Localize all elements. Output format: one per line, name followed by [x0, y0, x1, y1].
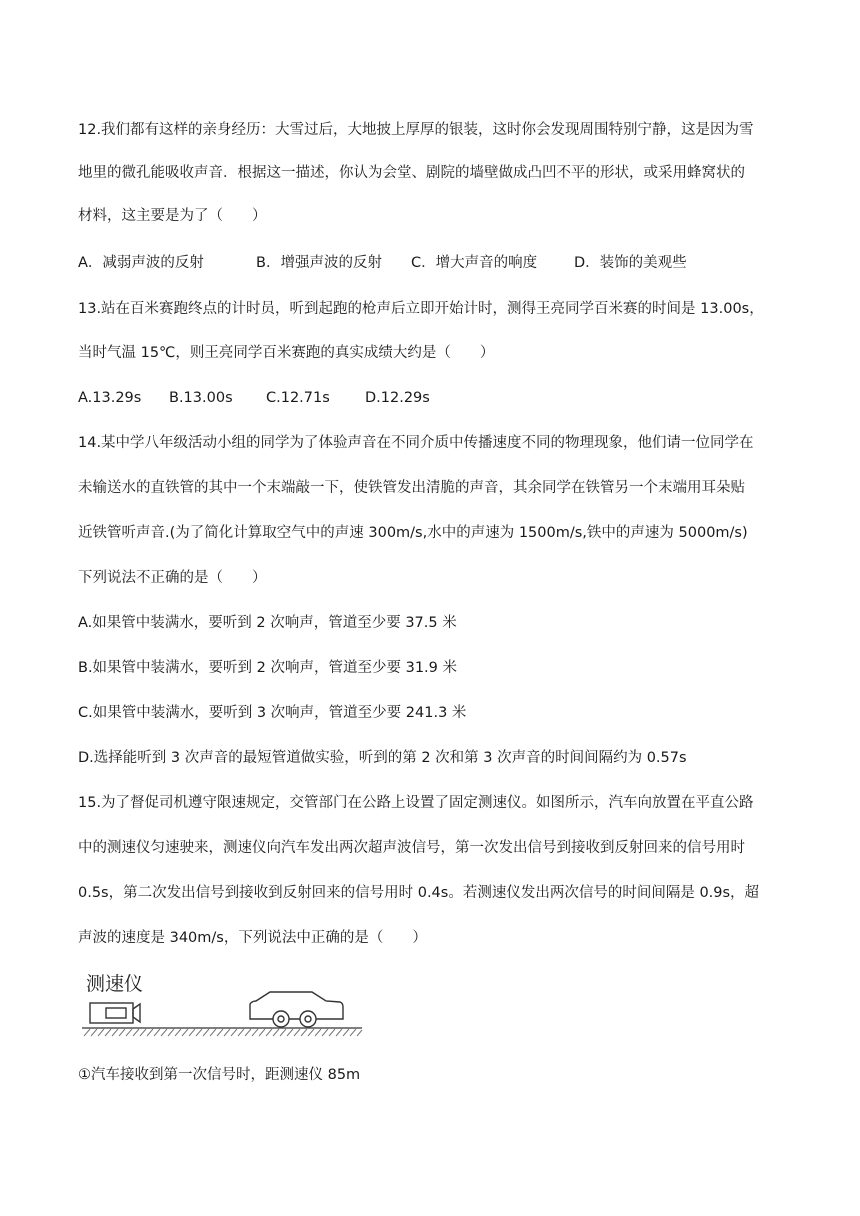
- car-diagram: [80, 972, 370, 1046]
- q14-line-2: 未输送水的直铁管的其中一个末端敲一下，使铁管发出清脆的声音，其余同学在铁管另一个末端用耳朵贴: [78, 480, 745, 496]
- q15-line-4: 声波的速度是 340m/s，下列说法中正确的是（ ）: [78, 930, 427, 946]
- q15-line-1: 15.为了督促司机遵守限速规定，交管部门在公路上设置了固定测速仪。如图所示，汽车向放置在平直公路: [78, 795, 754, 811]
- q12-option-d: D．装饰的美观些: [574, 255, 687, 271]
- q14-line-4: 下列说法不正确的是（ ）: [78, 570, 267, 586]
- q12-line-3: 材料，这主要是为了（ ）: [78, 208, 267, 224]
- q12-options: [78, 253, 687, 273]
- q13-option-c: C.12.71s: [266, 390, 330, 406]
- q15-statement-1: ①汽车接收到第一次信号时，距测速仪 85m: [78, 1067, 361, 1083]
- q12-line-2: 地里的微孔能吸收声音．根据这一描述，你认为会堂、剧院的墙壁做成凸凹不平的形状，或采用蜂窝状的: [78, 165, 745, 181]
- detector-device-icon: [90, 1003, 140, 1023]
- q13-option-b: B.13.00s: [169, 390, 233, 406]
- q13-option-d: D.12.29s: [365, 390, 430, 406]
- q13-line-2: 当时气温 15℃，则王亮同学百米赛跑的真实成绩大约是（ ）: [78, 345, 495, 361]
- q12-option-a: A．减弱声波的反射: [78, 255, 204, 271]
- q15-line-3: 0.5s，第二次发出信号到接收到反射回来的信号用时 0.4s。若测速仪发出两次信号的时间间隔是 0.9s，超: [78, 885, 760, 901]
- q14-option-d: D.选择能听到 3 次声音的最短管道做实验，听到的第 2 次和第 3 次声音的时间间隔约为 0.57s: [78, 750, 687, 766]
- speed-detector-figure: [80, 972, 370, 1046]
- q13-options: [78, 388, 430, 408]
- q12-option-c: C．增大声音的响度: [411, 255, 538, 271]
- car-icon: [250, 992, 343, 1027]
- q13-line-1: 13.站在百米赛跑终点的计时员，听到起跑的枪声后立即开始计时，测得王亮同学百米赛的时间是 13.00s，: [78, 301, 764, 317]
- q14-option-a: A.如果管中装满水，要听到 2 次响声，管道至少要 37.5 米: [78, 615, 457, 631]
- q14-option-c: C.如果管中装满水，要听到 3 次响声，管道至少要 241.3 米: [78, 705, 467, 721]
- q15-line-2: 中的测速仪匀速驶来，测速仪向汽车发出两次超声波信号，第一次发出信号到接收到反射回来的信号用时: [78, 840, 745, 856]
- q13-option-a: A.13.29s: [78, 390, 142, 406]
- q14-option-b: B.如果管中装满水，要听到 2 次响声，管道至少要 31.9 米: [78, 660, 458, 676]
- q12-option-b: B．增强声波的反射: [256, 255, 382, 271]
- q14-line-3: 近铁管听声音.(为了简化计算取空气中的声速 300m/s,水中的声速为 1500m/s,铁中的声速为 5000m/s): [78, 525, 748, 541]
- figure-label: 测速仪: [86, 973, 144, 995]
- q14-line-1: 14.某中学八年级活动小组的同学为了体验声音在不同介质中传播速度不同的物理现象，他们请一位同学在: [78, 435, 754, 451]
- q12-line-1: 12.我们都有这样的亲身经历：大雪过后，大地披上厚厚的银装，这时你会发现周围特别宁静，这是因为雪: [78, 122, 754, 138]
